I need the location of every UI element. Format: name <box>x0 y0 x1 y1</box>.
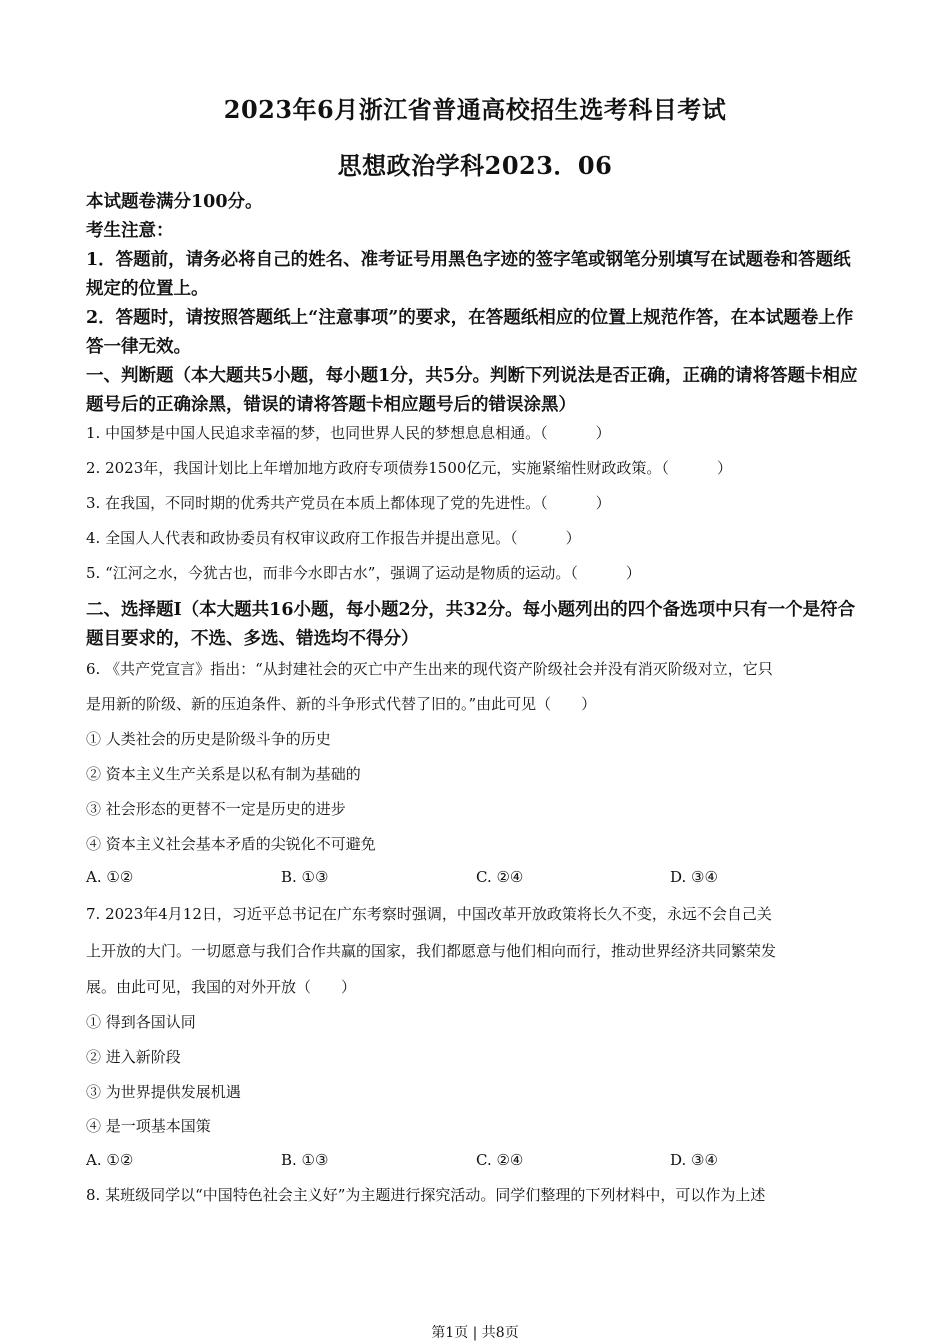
q6-statement-4: ④ 资本主义社会基本矛盾的尖锐化不可避免 <box>86 835 376 853</box>
q7-stem-line1: 7. 2023年4月12日，习近平总书记在广东考察时强调，中国改革开放政策将长久不变，永远不会自己关 <box>86 905 772 923</box>
q7-option-a: A. ①② <box>86 1151 134 1169</box>
section2-heading: 二、选择题I（本大题共16小题，每小题2分，共32分。每小题列出的四个备选项中只有一个是符合题目要求的，不选、多选、错选均不得分） <box>86 600 856 649</box>
judge-question-5 <box>86 556 866 591</box>
q6-option-c: C. ②④ <box>476 868 524 886</box>
q7-option-c: C. ②④ <box>476 1151 524 1169</box>
section1-heading: 一、判断题（本大题共5小题，每小题1分，共5分。判断下列说法是否正确，正确的请将答题卡相应题号后的正确涂黑，错误的请将答题卡相应题号后的错误涂黑） <box>86 366 858 415</box>
bracket-close: ） <box>716 459 732 477</box>
notice-item-1: 1．答题前，请务必将自己的姓名、准考证号用黑色字迹的签字笔或钢笔分别填写在试题卷和答题纸规定的位置上。 <box>86 250 851 299</box>
bracket-close: ） <box>565 529 581 547</box>
bracket-close: ） <box>625 564 641 582</box>
q6-option-b: B. ①③ <box>281 868 329 886</box>
q7-statement-2: ② 进入新阶段 <box>86 1048 181 1066</box>
question-text: 2. 2023年，我国计划比上年增加地方政府专项债券1500亿元，实施紧缩性财政政策。（ <box>86 459 669 477</box>
q6-option-d: D. ③④ <box>670 868 718 886</box>
exam-title: 2023年6月浙江省普通高校招生选考科目考试 <box>223 95 727 124</box>
judge-question-4 <box>86 521 866 556</box>
bracket-close: ） <box>595 494 611 512</box>
bracket-close: ） <box>595 424 611 442</box>
judge-question-3 <box>86 486 866 521</box>
notice-item-2: 2．答题时，请按照答题纸上“注意事项”的要求，在答题纸相应的位置上规范作答，在本试题卷上作答一律无效。 <box>86 308 854 357</box>
question-text: 3. 在我国，不同时期的优秀共产党员在本质上都体现了党的先进性。（ <box>86 494 548 512</box>
exam-subtitle: 思想政治学科2023．06 <box>337 151 613 180</box>
q7-stem-line3: 展。由此可见，我国的对外开放（ ） <box>86 978 357 996</box>
q6-option-a: A. ①② <box>86 868 134 886</box>
judge-question-1 <box>86 416 866 451</box>
q6-statement-2: ② 资本主义生产关系是以私有制为基础的 <box>86 765 361 783</box>
q7-statement-4: ④ 是一项基本国策 <box>86 1117 211 1135</box>
q6-stem-line2: 是用新的阶级、新的压迫条件、新的斗争形式代替了旧的。”由此可见（ ） <box>86 695 597 713</box>
q7-option-b: B. ①③ <box>281 1151 329 1169</box>
q6-statement-3: ③ 社会形态的更替不一定是历史的进步 <box>86 800 346 818</box>
q7-statement-1: ① 得到各国认同 <box>86 1013 196 1031</box>
judge-question-2 <box>86 451 866 486</box>
question-text: 1. 中国梦是中国人民追求幸福的梦，也同世界人民的梦想息息相通。（ <box>86 424 548 442</box>
question-text: 4. 全国人人代表和政协委员有权审议政府工作报告并提出意见。（ <box>86 529 518 547</box>
q8-stem-line1: 8. 某班级同学以“中国特色社会主义好”为主题进行探究活动。同学们整理的下列材料中，可以作为上述 <box>86 1186 766 1204</box>
q6-statement-1: ① 人类社会的历史是阶级斗争的历史 <box>86 730 331 748</box>
score-note: 本试题卷满分100分。 <box>86 192 263 212</box>
page-footer: 第1页 | 共8页 <box>431 1325 519 1341</box>
q7-statement-3: ③ 为世界提供发展机遇 <box>86 1083 241 1101</box>
notice-label: 考生注意： <box>86 221 174 241</box>
q6-stem-line1: 6. 《共产党宣言》指出：“从封建社会的灭亡中产生出来的现代资产阶级社会并没有消灭阶级对立，它只 <box>86 660 773 678</box>
q7-option-d: D. ③④ <box>670 1151 718 1169</box>
question-text: 5. “江河之水，今犹古也，而非今水即古水”，强调了运动是物质的运动。（ <box>86 564 578 582</box>
q7-stem-line2: 上开放的大门。一切愿意与我们合作共赢的国家，我们都愿意与他们相向而行，推动世界经济共同繁荣发 <box>86 942 777 960</box>
